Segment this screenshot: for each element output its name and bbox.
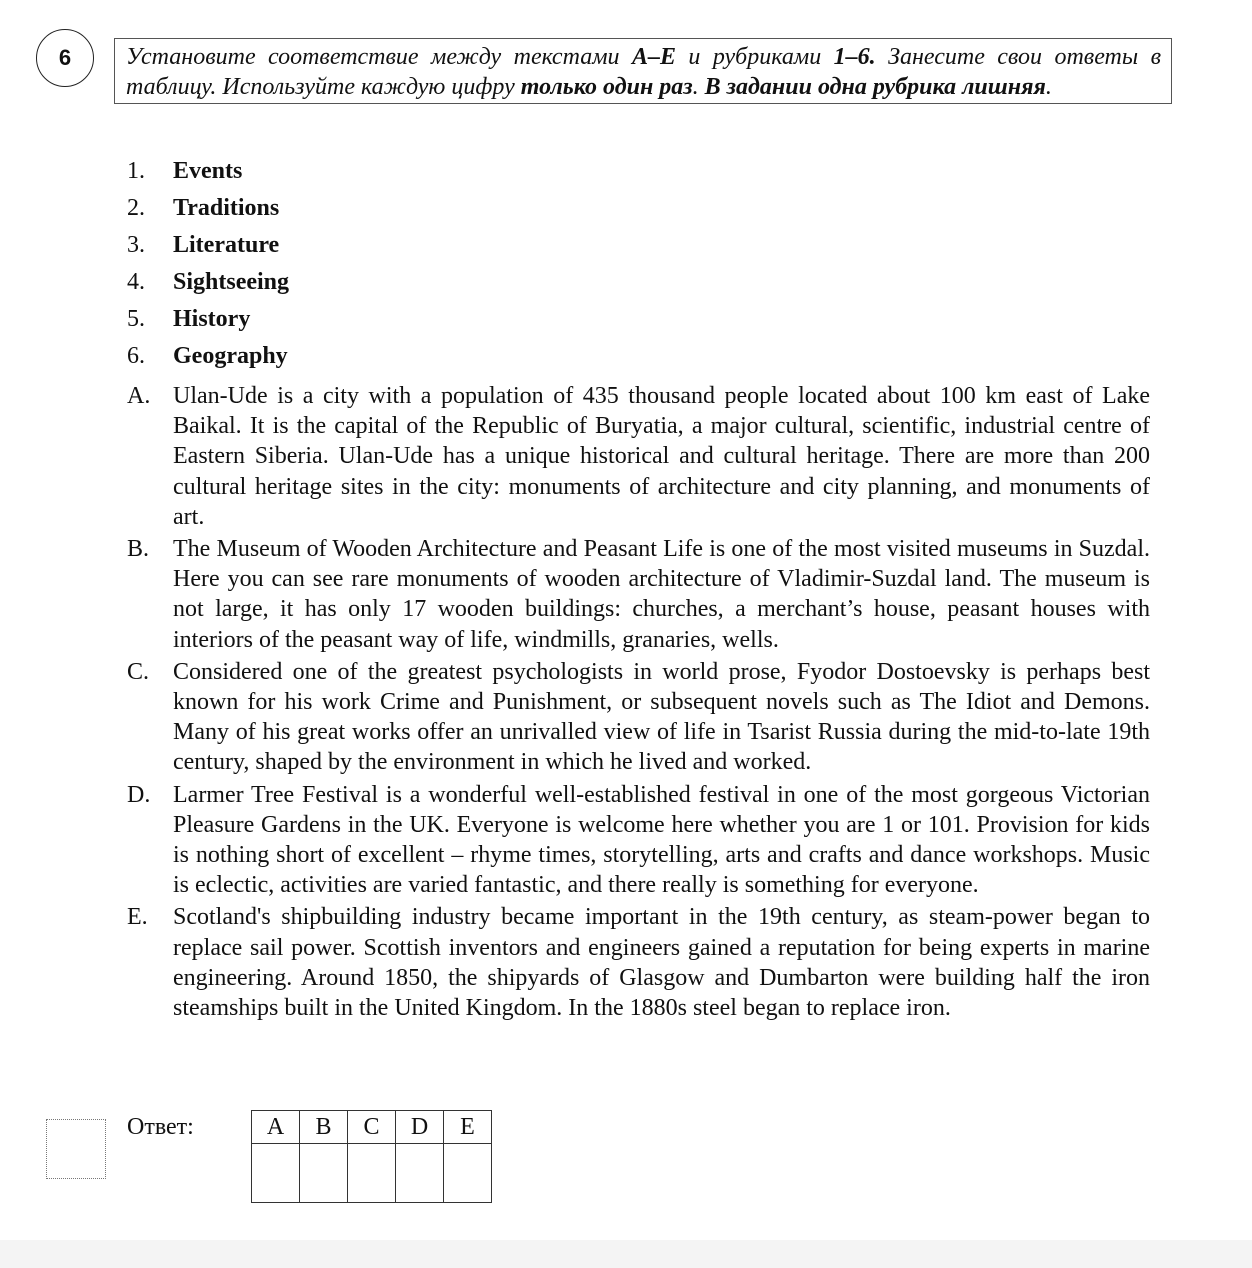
instruction-range-texts: A–E xyxy=(631,44,676,70)
task-number-badge: 6 xyxy=(36,29,94,87)
rubric-item xyxy=(127,190,289,227)
text-item xyxy=(127,534,1150,655)
text-letter: A. xyxy=(127,383,151,409)
rubric-number: 6. xyxy=(127,343,145,369)
rubric-label: History xyxy=(173,306,251,332)
instruction-text: Установите соответствие между текстами xyxy=(126,44,632,70)
text-body: Considered one of the greatest psychologists in world prose, Fyodor Dostoevsky is perhaps best known for his work Crime and Punishment, or subsequent novels such as The Idiot and Demons. Many of his great works offer an unrivalled view of life in Tsarist Russia during the mid-to-late 19th century, shaped by the environment in which he lived and worked. xyxy=(173,658,1150,776)
instruction-text: . xyxy=(692,74,705,100)
instruction-text: и рубриками xyxy=(675,44,834,70)
answer-table xyxy=(251,1110,492,1203)
text-item xyxy=(127,902,1150,1023)
answer-header-row xyxy=(252,1111,492,1144)
text-body: The Museum of Wooden Architecture and Peasant Life is one of the most visited museums in Suzdal. Here you can see rare monuments of wooden architecture of Vladimir-Suzdal land. The museum is not large, it has only 17 wooden buildings: churches, a merchant’s house, peasant houses with interiors of the peasant way of life, windmills, granaries, wells. xyxy=(173,536,1150,653)
page-footer-band xyxy=(0,1240,1252,1268)
answer-cell-c[interactable] xyxy=(348,1144,396,1203)
text-item xyxy=(127,657,1150,778)
text-body: Ulan-Ude is a city with a population of 435 thousand people located about 100 km east of Lake Baikal. It is the capital of the Republic of Buryatia, a major cultural, scientific, industrial centre of Eastern Siberia. Ulan-Ude has a unique historical and cultural heritage. There are more than 200 cultural heritage sites in the city: monuments of architecture and city planning, and monuments of art. xyxy=(173,383,1150,530)
rubric-number: 3. xyxy=(127,232,145,258)
answer-cell-e[interactable] xyxy=(444,1144,492,1203)
answer-column-header: E xyxy=(444,1111,492,1144)
answer-column-header: C xyxy=(348,1111,396,1144)
text-item xyxy=(127,381,1150,532)
rubric-item xyxy=(127,153,289,190)
rubric-number: 1. xyxy=(127,158,145,184)
text-list xyxy=(127,381,1150,1025)
rubric-label: Traditions xyxy=(173,195,280,221)
rubric-item xyxy=(127,227,289,264)
instruction-extra-rubric: В задании одна рубрика лишняя xyxy=(704,74,1046,100)
rubric-label: Geography xyxy=(173,343,288,369)
rubric-label: Events xyxy=(173,158,243,184)
instruction-text: Занесите свои ответы в таблицу. Используйте каждую цифру xyxy=(126,44,1161,100)
rubric-label: Sightseeing xyxy=(173,269,290,295)
text-item xyxy=(127,780,1150,901)
rubric-item xyxy=(127,301,289,338)
text-body: Scotland's shipbuilding industry became important in the 19th century, as steam-power began to replace sail power. Scottish inventors and engineers gained a reputation for being experts in marine engineering. Around 1850, the shipyards of Glasgow and Dumbarton were building half the iron steamships built in the United Kingdom. In the 1880s steel began to replace iron. xyxy=(173,904,1150,1022)
instruction-range-rubrics: 1–6. xyxy=(833,44,876,70)
rubric-item xyxy=(127,338,289,375)
task-instruction xyxy=(114,38,1172,104)
rubric-list xyxy=(127,153,289,375)
answer-cell-d[interactable] xyxy=(396,1144,444,1203)
rubric-number: 2. xyxy=(127,195,145,221)
answer-cell-a[interactable] xyxy=(252,1144,300,1203)
answer-input-row xyxy=(252,1144,492,1203)
score-box[interactable] xyxy=(46,1119,106,1179)
answer-column-header: B xyxy=(300,1111,348,1144)
answer-label: Ответ: xyxy=(127,1114,194,1140)
instruction-text: . xyxy=(1045,74,1052,100)
answer-cell-b[interactable] xyxy=(300,1144,348,1203)
rubric-item xyxy=(127,264,289,301)
rubric-number: 5. xyxy=(127,306,145,332)
rubric-number: 4. xyxy=(127,269,145,295)
text-letter: D. xyxy=(127,781,151,808)
instruction-only-once: только один раз xyxy=(520,74,693,100)
text-letter: C. xyxy=(127,658,150,685)
rubric-label: Literature xyxy=(173,232,280,258)
answer-column-header: A xyxy=(252,1111,300,1144)
text-body: Larmer Tree Festival is a wonderful well-established festival in one of the most gorgeous Victorian Pleasure Gardens in the UK. Everyone is welcome here whether you are 1 or 101. Provision for kids is nothing short of excellent – rhyme times, storytelling, arts and crafts and dance workshops. Music is eclectic, activities are varied fantastic, and there really is something for everyone. xyxy=(173,781,1150,899)
text-letter: B. xyxy=(127,536,150,563)
text-letter: E. xyxy=(127,904,148,931)
answer-column-header: D xyxy=(396,1111,444,1144)
